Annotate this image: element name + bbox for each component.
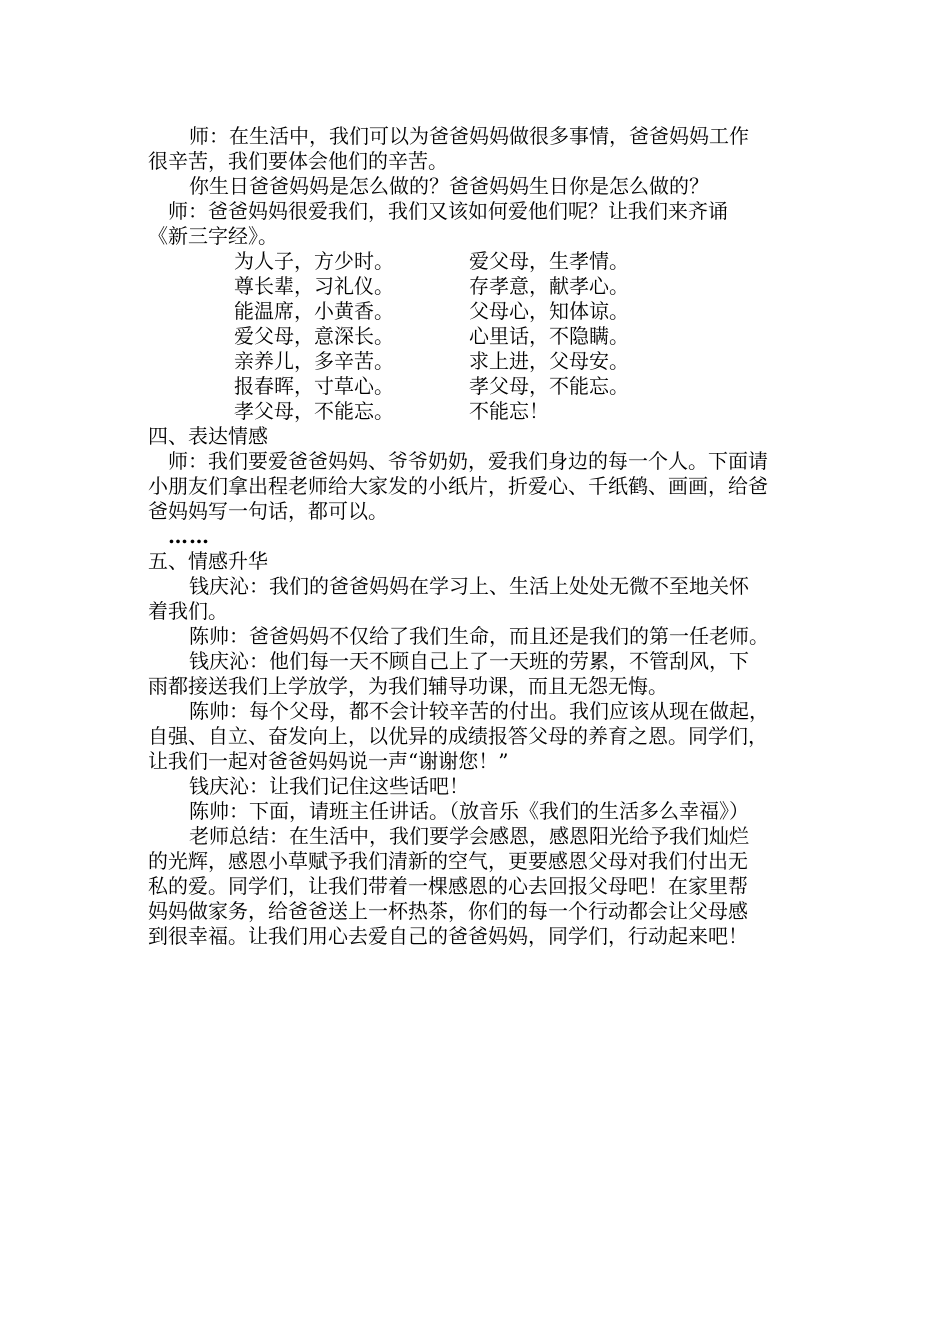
paragraph-line: 师：爸爸妈妈很爱我们，我们又该如何爱他们呢？让我们来齐诵: [168, 199, 728, 223]
poem-row: [148, 399, 828, 424]
poem-right: 不能忘！: [469, 399, 549, 423]
ellipsis: ……: [168, 524, 210, 548]
poem-left: 为人子，方少时。: [234, 249, 394, 273]
poem-right: 父母心，知体谅。: [469, 299, 629, 323]
poem-row: [148, 274, 828, 299]
paragraph-line: 钱庆沁：我们的爸爸妈妈在学习上、生活上处处无微不至地关怀: [189, 574, 749, 598]
poem-left: 亲养儿，多辛苦。: [234, 349, 394, 373]
paragraph-line: 陈帅：每个父母，都不会计较辛苦的付出。我们应该从现在做起，: [189, 699, 769, 723]
poem-block: [148, 249, 828, 424]
poem-row: [148, 349, 828, 374]
paragraph-line: 爸妈妈写一句话，都可以。: [148, 499, 388, 523]
paragraph-line: 小朋友们拿出程老师给大家发的小纸片，折爱心、千纸鹤、画画，给爸: [148, 474, 768, 498]
poem-right: 爱父母，生孝情。: [469, 249, 629, 273]
poem-row: [148, 299, 828, 324]
paragraph-line: 很辛苦，我们要体会他们的辛苦。: [148, 149, 448, 173]
paragraph-line: 钱庆沁：让我们记住这些话吧！: [189, 774, 469, 798]
paragraph-line: 妈妈做家务，给爸爸送上一杯热茶，你们的每一个行动都会让父母感: [148, 899, 748, 923]
poem-right: 心里话，不隐瞒。: [469, 324, 629, 348]
poem-row: [148, 374, 828, 399]
paragraph-line: 让我们一起对爸爸妈妈说一声“谢谢您！”: [148, 749, 509, 773]
paragraph-line: 的光辉，感恩小草赋予我们清新的空气，更要感恩父母对我们付出无: [148, 849, 748, 873]
paragraph-line: 陈帅：爸爸妈妈不仅给了我们生命，而且还是我们的第一任老师。: [189, 624, 769, 648]
paragraph-line: 自强、自立、奋发向上，以优异的成绩报答父母的养育之恩。同学们，: [148, 724, 768, 748]
paragraph-line: 《新三字经》。: [148, 224, 278, 248]
poem-row: [148, 324, 828, 349]
paragraph-line: 师：我们要爱爸爸妈妈、爷爷奶奶，爱我们身边的每一个人。下面请: [168, 449, 768, 473]
paragraph-line: 陈帅：下面，请班主任讲话。（放音乐《我们的生活多么幸福》）: [189, 799, 749, 823]
paragraph-line: 老师总结：在生活中，我们要学会感恩，感恩阳光给予我们灿烂: [189, 824, 749, 848]
document-page: [148, 124, 828, 949]
poem-right: 求上进，父母安。: [469, 349, 629, 373]
poem-right: 存孝意，献孝心。: [469, 274, 629, 298]
poem-left: 尊长辈，习礼仪。: [234, 274, 394, 298]
paragraph-line: 私的爱。同学们，让我们带着一棵感恩的心去回报父母吧！在家里帮: [148, 874, 748, 898]
poem-left: 孝父母，不能忘。: [234, 399, 394, 423]
poem-left: 能温席，小黄香。: [234, 299, 394, 323]
paragraph-line: 钱庆沁：他们每一天不顾自己上了一天班的劳累，不管刮风，下: [189, 649, 749, 673]
paragraph-line: 到很幸福。让我们用心去爱自己的爸爸妈妈，同学们，行动起来吧！: [148, 924, 748, 948]
section-heading: 五、情感升华: [148, 549, 268, 573]
paragraph-line: 雨都接送我们上学放学，为我们辅导功课，而且无怨无悔。: [148, 674, 668, 698]
poem-right: 孝父母，不能忘。: [469, 374, 629, 398]
poem-row: [148, 249, 828, 274]
section-heading: 四、表达情感: [148, 424, 268, 448]
poem-left: 报春晖，寸草心。: [234, 374, 394, 398]
paragraph-line: 着我们。: [148, 599, 228, 623]
paragraph-line: 师：在生活中，我们可以为爸爸妈妈做很多事情，爸爸妈妈工作: [189, 124, 749, 148]
paragraph-line: 你生日爸爸妈妈是怎么做的？爸爸妈妈生日你是怎么做的？: [189, 174, 709, 198]
poem-left: 爱父母，意深长。: [234, 324, 394, 348]
